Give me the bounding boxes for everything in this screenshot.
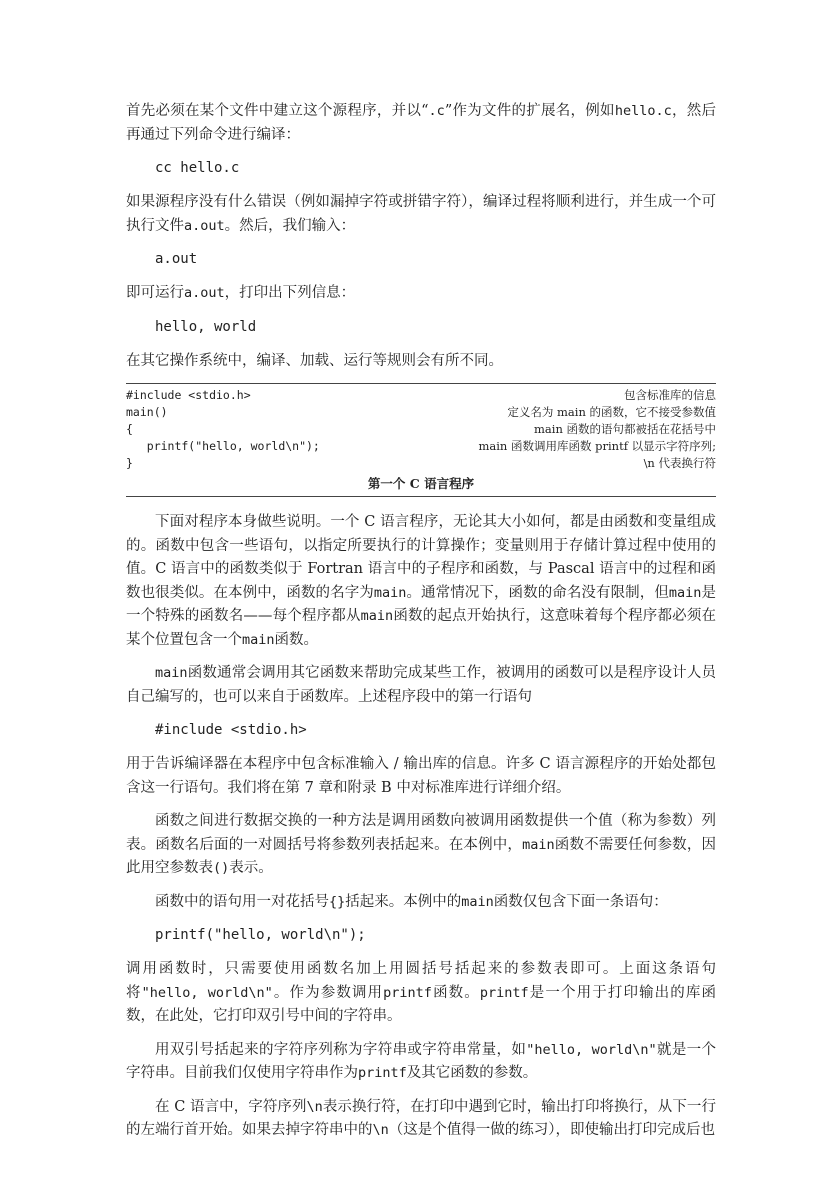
inline-code: main bbox=[668, 584, 702, 601]
text: 函数。 bbox=[274, 631, 319, 648]
inline-code: \n bbox=[306, 1098, 323, 1115]
text: 函数仅包含下面一条语句： bbox=[493, 893, 668, 910]
inline-code: \n bbox=[372, 1122, 389, 1138]
listing-comment: main 函数的语句都被括在花括号中 bbox=[534, 422, 716, 436]
paragraph-program-explanation bbox=[126, 511, 716, 652]
text: ，打印出下列信息： bbox=[224, 285, 356, 301]
text: （这是个值得一做的练习），即使输出打印完成后也 bbox=[388, 1122, 716, 1138]
command-compile: cc hello.c bbox=[155, 160, 240, 176]
text: ”作为文件的扩展名，例如 bbox=[444, 103, 615, 119]
listing-code: main() bbox=[126, 405, 168, 419]
code-printf: printf("hello, world\n"); bbox=[155, 927, 366, 943]
text: 括起来。本例中的 bbox=[345, 893, 462, 910]
listing-code: { bbox=[126, 422, 133, 436]
listing-row bbox=[126, 421, 716, 438]
inline-code: hello.c bbox=[614, 103, 672, 119]
text: 在 C 语言中，字符序列 bbox=[155, 1098, 307, 1115]
inline-code: main bbox=[155, 665, 188, 681]
paragraph-run bbox=[126, 282, 716, 306]
listing-row bbox=[126, 438, 716, 455]
listing-row bbox=[126, 404, 716, 421]
text: 如果源程序没有什么错误（例如漏掉字符或拼错字符），编译过程将顺利进行，并生成一个可执行文件 bbox=[126, 194, 716, 234]
listing-row bbox=[126, 455, 716, 472]
inline-code: () bbox=[213, 860, 230, 876]
text: 是一个用于打印输出的库函数，在此处，它打印双引号中间的字符串。 bbox=[126, 984, 717, 1024]
inline-code: printf bbox=[383, 984, 432, 1001]
text: 即可运行 bbox=[126, 285, 184, 301]
inline-code: {} bbox=[329, 893, 346, 910]
inline-code: a.out bbox=[184, 217, 225, 234]
listing-comment: 定义名为 main 的函数，它不接受参数值 bbox=[507, 405, 716, 419]
text: 及其它函数的参数。 bbox=[406, 1065, 538, 1081]
text: 。然后，我们输入： bbox=[224, 217, 356, 234]
text: 调用函数时，只需要使用函数名加上用圆括号括起来的参数表即可。上面这条语句将 bbox=[126, 961, 716, 1001]
listing-comment: \n 代表换行符 bbox=[643, 456, 716, 470]
paragraph-compile-result bbox=[126, 191, 716, 238]
inline-code: main bbox=[360, 608, 394, 624]
paragraph-main-calls bbox=[126, 662, 716, 709]
inline-code: main bbox=[461, 893, 494, 910]
paragraph-arguments bbox=[126, 810, 716, 881]
text: 下面对程序本身做些说明。一个 C 语言程序，无论其大小如何，都是由函数和变量组成的。函数中包含一些语句，以指定所要执行的计算操作；变量则用于存储计算过程中使用的值。C 语言中的函数类似于 Fortran 语言中的子程序和函数，与 Pascal 语言中的过程和函数也很类似。在本例中，函数的名字为 bbox=[126, 514, 716, 601]
inline-code: .c bbox=[428, 103, 445, 119]
document-page bbox=[126, 100, 716, 1153]
text: 表示。 bbox=[229, 860, 273, 876]
text: 用双引号括起来的字符序列称为字符串或字符串常量，如 bbox=[155, 1041, 527, 1058]
inline-code: a.out bbox=[184, 285, 225, 301]
paragraph-braces bbox=[126, 891, 716, 915]
inline-code: "hello, world\n" bbox=[141, 984, 273, 1001]
text: 函数通常会调用其它函数来帮助完成某些工作，被调用的函数可以是程序设计人员自己编写的，也可以来自于函数库。上述程序段中的第一行语句 bbox=[126, 665, 716, 705]
inline-code: printf bbox=[479, 984, 529, 1001]
inline-code: "hello, world\n" bbox=[526, 1041, 657, 1058]
listing-code: #include <stdio.h> bbox=[126, 388, 251, 402]
text: 表示换行符，在打印中遇到它时，输出打印将换行，从下一行的左端行首开始。如果去掉字符串中的 bbox=[126, 1098, 716, 1138]
command-run: a.out bbox=[155, 251, 198, 267]
text: 是一个特殊的函数名——每个程序都从 bbox=[126, 584, 717, 624]
paragraph-printf-call bbox=[126, 958, 716, 1029]
inline-code: main bbox=[522, 836, 555, 853]
paragraph-other-os: 在其它操作系统中，编译、加载、运行等规则会有所不同。 bbox=[126, 352, 503, 369]
text: 就是一个字符串。目前我们仅使用字符串作为 bbox=[126, 1041, 717, 1081]
paragraph-include-explanation: 用于告诉编译器在本程序中包含标准输入 / 输出库的信息。许多 C 语言源程序的开始处都包含这一行语句。我们将在第 7 章和附录 B 中对标准库进行详细介绍。 bbox=[126, 756, 716, 796]
code-include: #include <stdio.h> bbox=[155, 722, 307, 738]
code-listing bbox=[126, 383, 716, 497]
listing-caption: 第一个 C 语言程序 bbox=[367, 476, 475, 491]
listing-code: } bbox=[126, 456, 133, 470]
paragraph-string-constant bbox=[126, 1039, 716, 1086]
listing-code: printf("hello, world\n"); bbox=[126, 439, 320, 453]
listing-comment: 包含标准库的信息 bbox=[624, 388, 716, 402]
text: 函数中的语句用一对花括号 bbox=[155, 893, 329, 910]
paragraph-newline bbox=[126, 1096, 716, 1143]
paragraph-compile-intro bbox=[126, 100, 716, 147]
listing-comment: main 函数调用库函数 printf 以显示字符序列; bbox=[478, 439, 716, 453]
text: 首先必须在某个文件中建立这个源程序，并以“ bbox=[126, 103, 429, 119]
program-output: hello, world bbox=[155, 318, 257, 335]
text: 。作为参数调用 bbox=[272, 984, 384, 1001]
text: 函数的起点开始执行，这意味着每个程序都必须在某个位置包含一个 bbox=[126, 608, 717, 648]
inline-code: main bbox=[242, 631, 275, 648]
inline-code: main bbox=[373, 584, 407, 601]
text: 。通常情况下，函数的命名没有限制，但 bbox=[406, 584, 669, 601]
text: 函数之间进行数据交换的一种方法是调用函数向被调用函数提供一个值（称为参数）列表。函数名后面的一对圆括号将参数列表括起来。在本例中， bbox=[126, 813, 716, 853]
text: 函数不需要任何参数，因此用空参数表 bbox=[126, 836, 717, 876]
inline-code: printf bbox=[358, 1065, 407, 1081]
text: ，然后再通过下列命令进行编译： bbox=[126, 103, 716, 143]
text: 函数。 bbox=[431, 984, 480, 1001]
listing-row bbox=[126, 387, 716, 404]
